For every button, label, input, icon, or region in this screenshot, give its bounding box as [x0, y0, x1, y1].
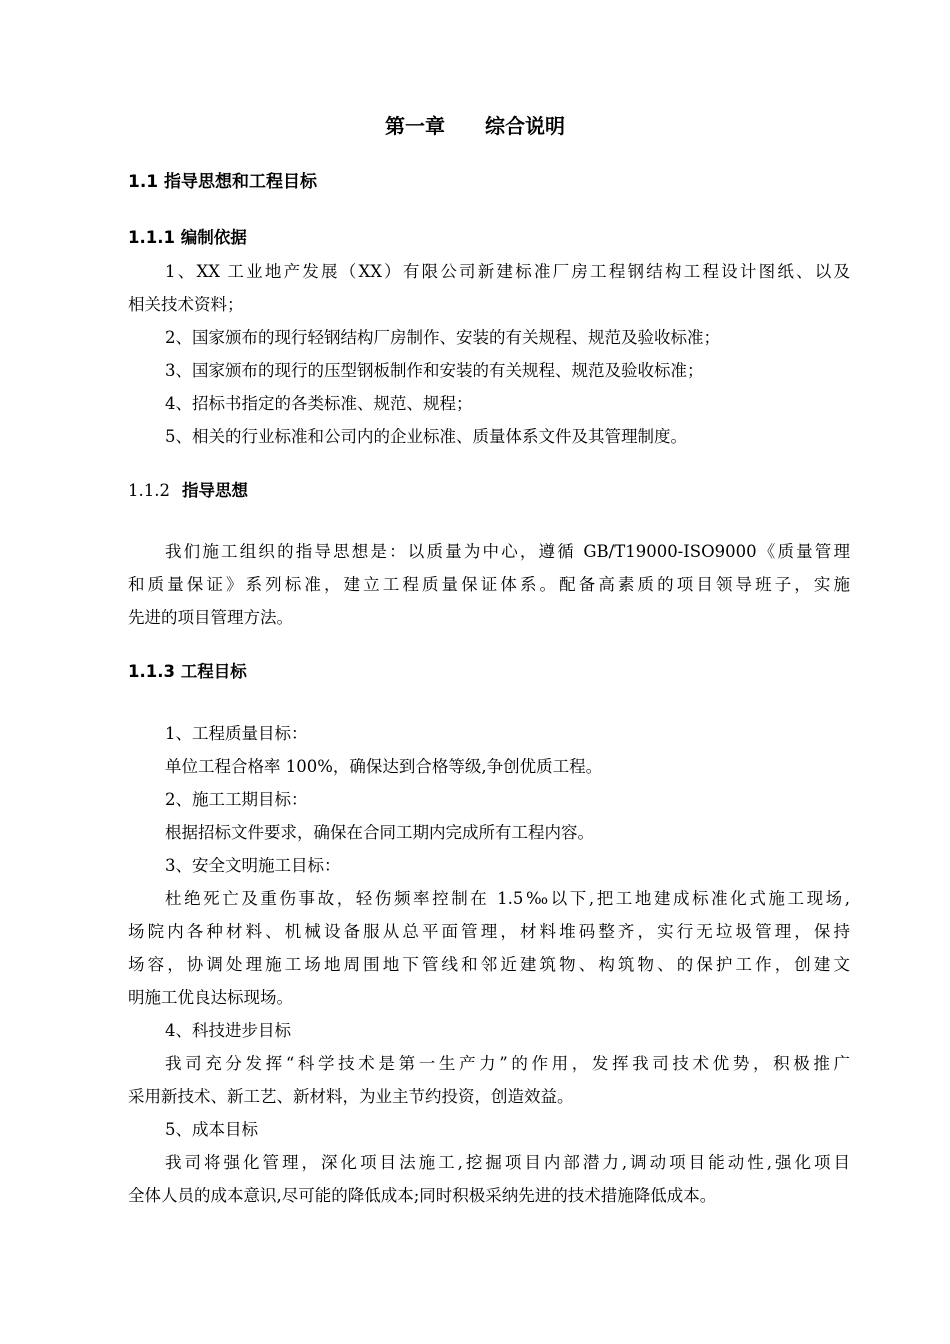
guiding-paragraph-line-3: 先进的项目管理方法。 — [128, 608, 293, 627]
section-title: 指导思想 — [181, 481, 248, 500]
goal-5-line-2: 全体人员的成本意识,尽可能的降低成本;同时积极采纳先进的技术措施降低成本。 — [128, 1186, 717, 1205]
section-heading-1-1-3: 1.1.3 工程目标 — [128, 662, 247, 681]
section-heading-1-1-2 — [128, 480, 248, 502]
guiding-paragraph-line-2: 和质量保证》系列标准，建立工程质量保证体系。配备高素质的项目领导班子，实施 — [128, 575, 850, 594]
basis-item-5: 5、相关的行业标准和公司内的企业标准、质量体系文件及其管理制度。 — [165, 427, 687, 446]
goal-4-line-2: 采用新技术、新工艺、新材料，为业主节约投资，创造效益。 — [128, 1087, 574, 1106]
basis-item-4: 4、招标书指定的各类标准、规范、规程； — [165, 394, 473, 413]
chapter-title: 第一章 综合说明 — [385, 114, 565, 138]
goal-3-line-2: 场院内各种材料、机械设备服从总平面管理，材料堆码整齐，实行无垃圾管理，保持 — [128, 922, 850, 941]
goal-5-title: 5、成本目标 — [165, 1120, 258, 1139]
basis-item-1-line-1: 1、XX 工业地产发展（XX）有限公司新建标准厂房工程钢结构工程设计图纸、以及 — [165, 262, 850, 281]
goal-4-title: 4、科技进步目标 — [165, 1021, 291, 1040]
guiding-paragraph-line-1: 我们施工组织的指导思想是：以质量为中心，遵循 GB/T19000-ISO9000《质量管理 — [165, 542, 850, 561]
basis-item-3: 3、国家颁布的现行的压型钢板制作和安装的有关规程、规范及验收标准； — [165, 361, 704, 380]
section-heading-1-1: 1.1 指导思想和工程目标 — [128, 172, 318, 192]
goal-4-line-1: 我司充分发挥“科学技术是第一生产力”的作用，发挥我司技术优势，积极推广 — [165, 1054, 850, 1073]
goal-2-title: 2、施工工期目标： — [165, 790, 308, 809]
basis-item-1-line-2: 相关技术资料； — [128, 295, 244, 314]
goal-3-title: 3、安全文明施工目标： — [165, 856, 341, 875]
goal-1-text: 单位工程合格率 100%，确保达到合格等级,争创优质工程。 — [165, 757, 603, 776]
section-number: 1.1.2 — [128, 481, 170, 500]
goal-3-line-3: 场容，协调处理施工场地周围地下管线和邻近建筑物、构筑物、的保护工作，创建文 — [128, 955, 850, 974]
goal-3-line-1: 杜绝死亡及重伤事故，轻伤频率控制在 1.5‰以下,把工地建成标准化式施工现场, — [165, 889, 850, 908]
goal-1-title: 1、工程质量目标： — [165, 724, 308, 743]
goal-3-line-4: 明施工优良达标现场。 — [128, 988, 293, 1007]
goal-5-line-1: 我司将强化管理，深化项目法施工,挖掘项目内部潜力,调动项目能动性,强化项目 — [165, 1153, 850, 1172]
section-heading-1-1-1: 1.1.1 编制依据 — [128, 228, 247, 247]
basis-item-2: 2、国家颁布的现行轻钢结构厂房制作、安装的有关规程、规范及验收标准； — [165, 328, 720, 347]
goal-2-text: 根据招标文件要求，确保在合同工期内完成所有工程内容。 — [165, 823, 594, 842]
